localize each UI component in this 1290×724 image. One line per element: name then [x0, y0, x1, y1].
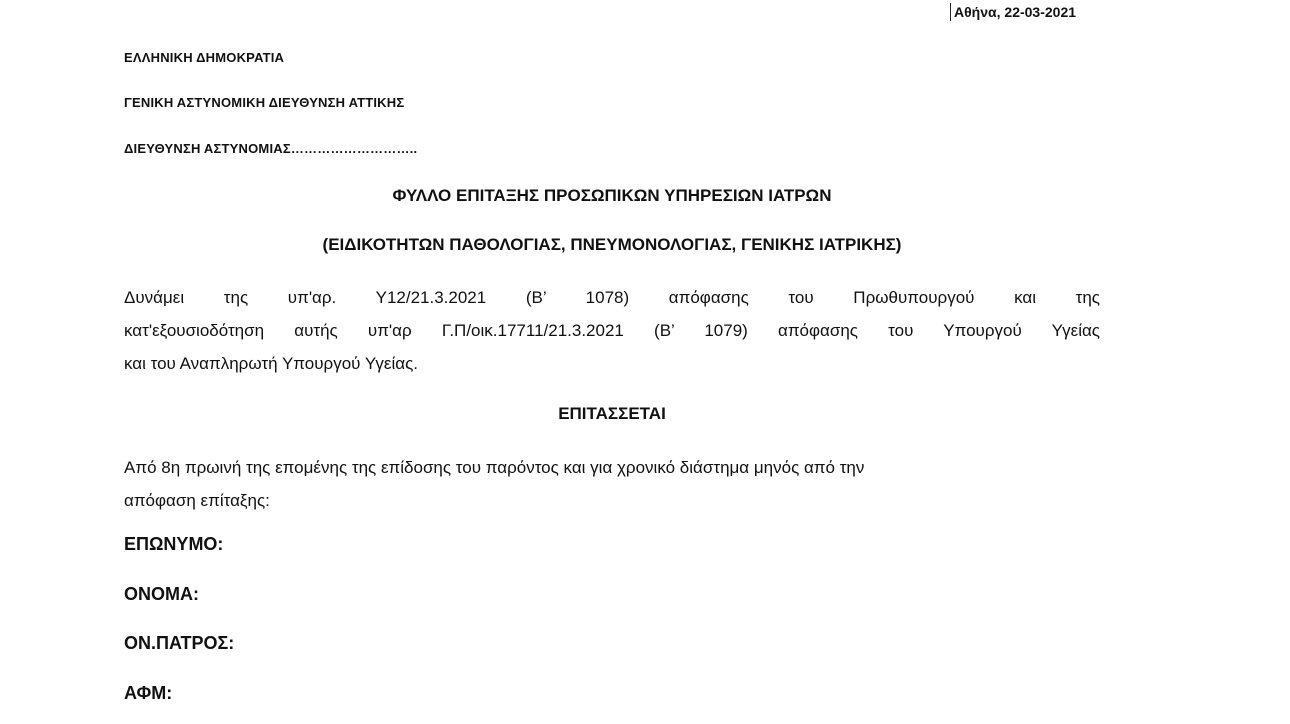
preamble-line: Δυνάμει της υπ'αρ. Υ12/21.3.2021 (Β’ 1078) απόφασης του Πρωθυπουργού και της: [124, 288, 1100, 307]
header-republic: ΕΛΛΗΝΙΚΗ ΔΗΜΟΚΡΑΤΙΑ: [124, 50, 285, 65]
name-field-label: ΟΝΟΜΑ:: [124, 584, 199, 604]
preamble-paragraph: [124, 281, 1100, 380]
preamble-line: κατ'εξουσιοδότηση αυτής υπ'αρ Γ.Π/οικ.17711/21.3.2021 (Β’ 1079) απόφασης του Υπουργού Υγείας: [124, 321, 1100, 340]
surname-field-label: ΕΠΩΝΥΜΟ:: [124, 534, 224, 554]
afm-field-label: ΑΦΜ:: [124, 683, 173, 703]
order-line: απόφαση επίταξης:: [124, 491, 270, 510]
document-title: ΦΥΛΛΟ ΕΠΙΤΑΞΗΣ ΠΡΟΣΩΠΙΚΩΝ ΥΠΗΡΕΣΙΩΝ ΙΑΤΡΩΝ: [392, 186, 832, 205]
document-date: Αθήνα, 22-03-2021: [950, 3, 1076, 21]
preamble-line: και του Αναπληρωτή Υπουργού Υγείας.: [124, 354, 419, 373]
father-name-field-label: ΟΝ.ΠΑΤΡΟΣ:: [124, 633, 235, 653]
order-line: Από 8η πρωινή της επομένης της επίδοσης του παρόντος και για χρονικό διάστημα μηνός από την: [124, 458, 865, 477]
order-heading: ΕΠΙΤΑΣΣΕΤΑΙ: [558, 404, 666, 423]
document-subtitle: (ΕΙΔΙΚΟΤΗΤΩΝ ΠΑΘΟΛΟΓΙΑΣ, ΠΝΕΥΜΟΝΟΛΟΓΙΑΣ, ΓΕΝΙΚΗΣ ΙΑΤΡΙΚΗΣ): [322, 235, 902, 254]
order-paragraph: [124, 451, 1100, 517]
header-police-division: ΔΙΕΥΘΥΝΣΗ ΑΣΤΥΝΟΜΙΑΣ………………………..: [124, 141, 418, 156]
header-police-directorate: ΓΕΝΙΚΗ ΑΣΤΥΝΟΜΙΚΗ ΔΙΕΥΘΥΝΣΗ ΑΤΤΙΚΗΣ: [124, 95, 405, 110]
